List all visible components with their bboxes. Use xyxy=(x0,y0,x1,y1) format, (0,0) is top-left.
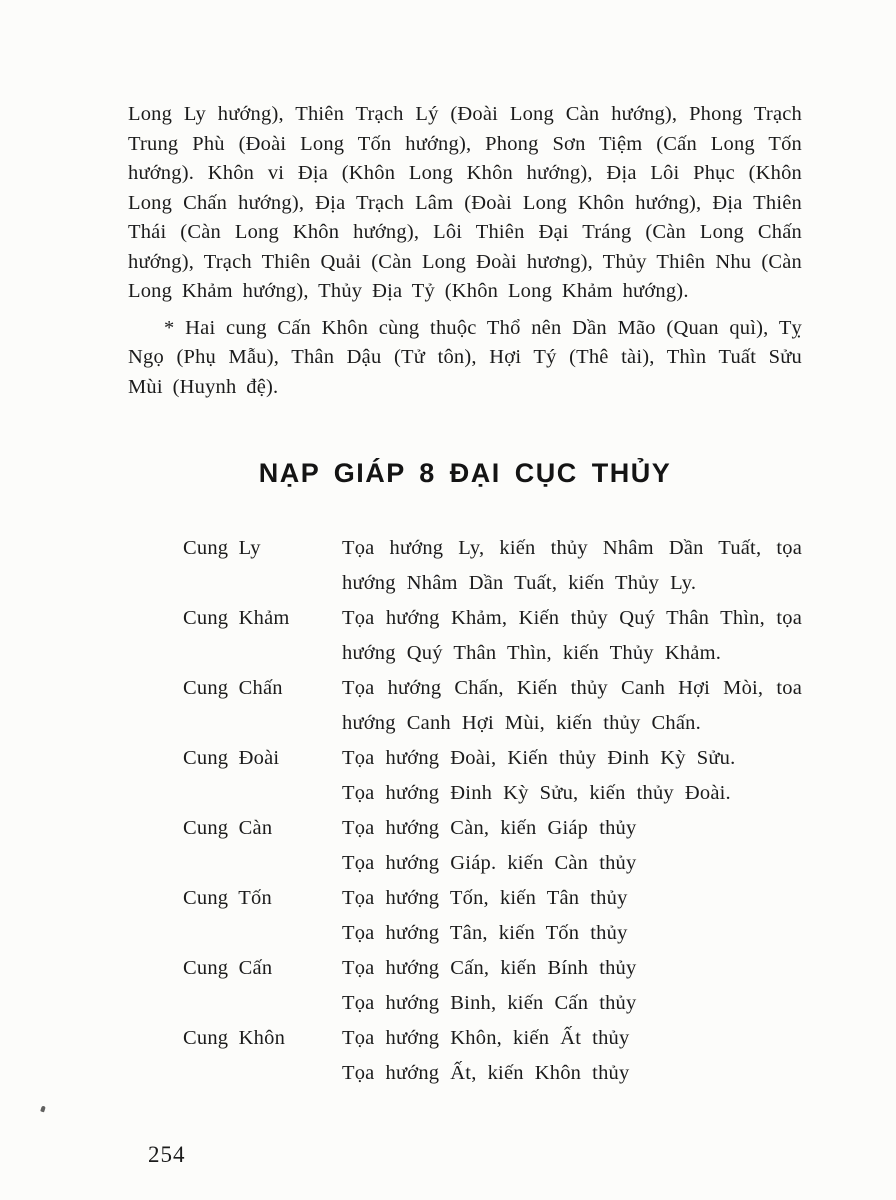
cung-desc xyxy=(342,881,802,951)
cung-line: Tọa hướng Ly, kiến thủy Nhâm Dần Tuất, tọa hướng Nhâm Dần Tuất, kiến Thủy Ly. xyxy=(342,537,802,594)
table-row xyxy=(183,601,802,671)
section-heading: NẠP GIÁP 8 ĐẠI CỤC THỦY xyxy=(258,458,672,488)
cung-label: Cung Đoài xyxy=(183,747,280,769)
cung-line: Tọa hướng Ất, kiến Khôn thủy xyxy=(342,1062,630,1084)
cung-line: Tọa hướng Đinh Kỳ Sửu, kiến thủy Đoài. xyxy=(342,782,731,804)
cung-desc xyxy=(342,811,802,881)
cung-label: Cung Càn xyxy=(183,817,273,839)
cung-label: Cung Cấn xyxy=(183,957,273,979)
cung-label: Cung Chấn xyxy=(183,677,283,699)
table-row xyxy=(183,741,802,811)
cung-desc xyxy=(342,951,802,1021)
table-row xyxy=(183,671,802,741)
cung-desc xyxy=(342,531,802,601)
cung-label: Cung Ly xyxy=(183,537,261,559)
table-row xyxy=(183,1021,802,1091)
scan-speck xyxy=(40,1106,46,1113)
cung-line: Tọa hướng Chấn, Kiến thủy Canh Hợi Mòi, toa hướng Canh Hợi Mùi, kiến thủy Chấn. xyxy=(342,677,802,734)
page-number: 254 xyxy=(148,1142,186,1167)
footnote-paragraph: * Hai cung Cấn Khôn cùng thuộc Thổ nên Dần Mão (Quan quì), Tỵ Ngọ (Phụ Mẫu), Thân Dậu (Tử tôn), Hợi Tý (Thê tài), Thìn Tuất Sửu Mùi (Huynh đệ). xyxy=(128,316,802,398)
cung-label: Cung Khôn xyxy=(183,1027,286,1049)
table-row xyxy=(183,531,802,601)
cung-label: Cung Tốn xyxy=(183,887,272,909)
cung-line: Tọa hướng Khôn, kiến Ất thủy xyxy=(342,1027,630,1049)
cung-line: Tọa hướng Càn, kiến Giáp thủy xyxy=(342,817,637,839)
cung-desc xyxy=(342,671,802,741)
table-row xyxy=(183,951,802,1021)
page-content xyxy=(128,100,802,1091)
table-row xyxy=(183,881,802,951)
cung-line: Tọa hướng Tân, kiến Tốn thủy xyxy=(342,922,628,944)
cung-line: Tọa hướng Giáp. kiến Càn thủy xyxy=(342,852,637,874)
cung-desc xyxy=(342,741,802,811)
table-row xyxy=(183,811,802,881)
cung-line: Tọa hướng Đoài, Kiến thủy Đinh Kỳ Sửu. xyxy=(342,747,736,769)
cung-desc xyxy=(342,1021,802,1091)
cung-line: Tọa hướng Khảm, Kiến thủy Quý Thân Thìn, tọa hướng Quý Thân Thìn, kiến Thủy Khảm. xyxy=(342,607,802,664)
cung-line: Tọa hướng Tốn, kiến Tân thủy xyxy=(342,887,628,909)
cung-line: Tọa hướng Cấn, kiến Bính thủy xyxy=(342,957,637,979)
cung-table xyxy=(183,531,802,1091)
paragraph-continuation: Long Ly hướng), Thiên Trạch Lý (Đoài Long Càn hướng), Phong Trạch Trung Phù (Đoài Long Tốn hướng), Phong Sơn Tiệm (Cấn Long Tốn hướng). Khôn vi Địa (Khôn Long Khôn hướng), Địa Lôi Phục (Khôn Long Chấn hướng), Địa Trạch Lâm (Đoài Long Khôn hướng), Địa Thiên Thái (Càn Long Khôn hướng), Lôi Thiên Đại Tráng (Càn Long Chấn hướng), Trạch Thiên Quải (Càn Long Đoài hương), Thủy Thiên Nhu (Càn Long Khảm hướng), Thủy Địa Tỷ (Khôn Long Khảm hướng). xyxy=(128,103,802,302)
cung-label: Cung Khảm xyxy=(183,607,290,629)
cung-desc xyxy=(342,601,802,671)
cung-line: Tọa hướng Binh, kiến Cấn thủy xyxy=(342,992,637,1014)
